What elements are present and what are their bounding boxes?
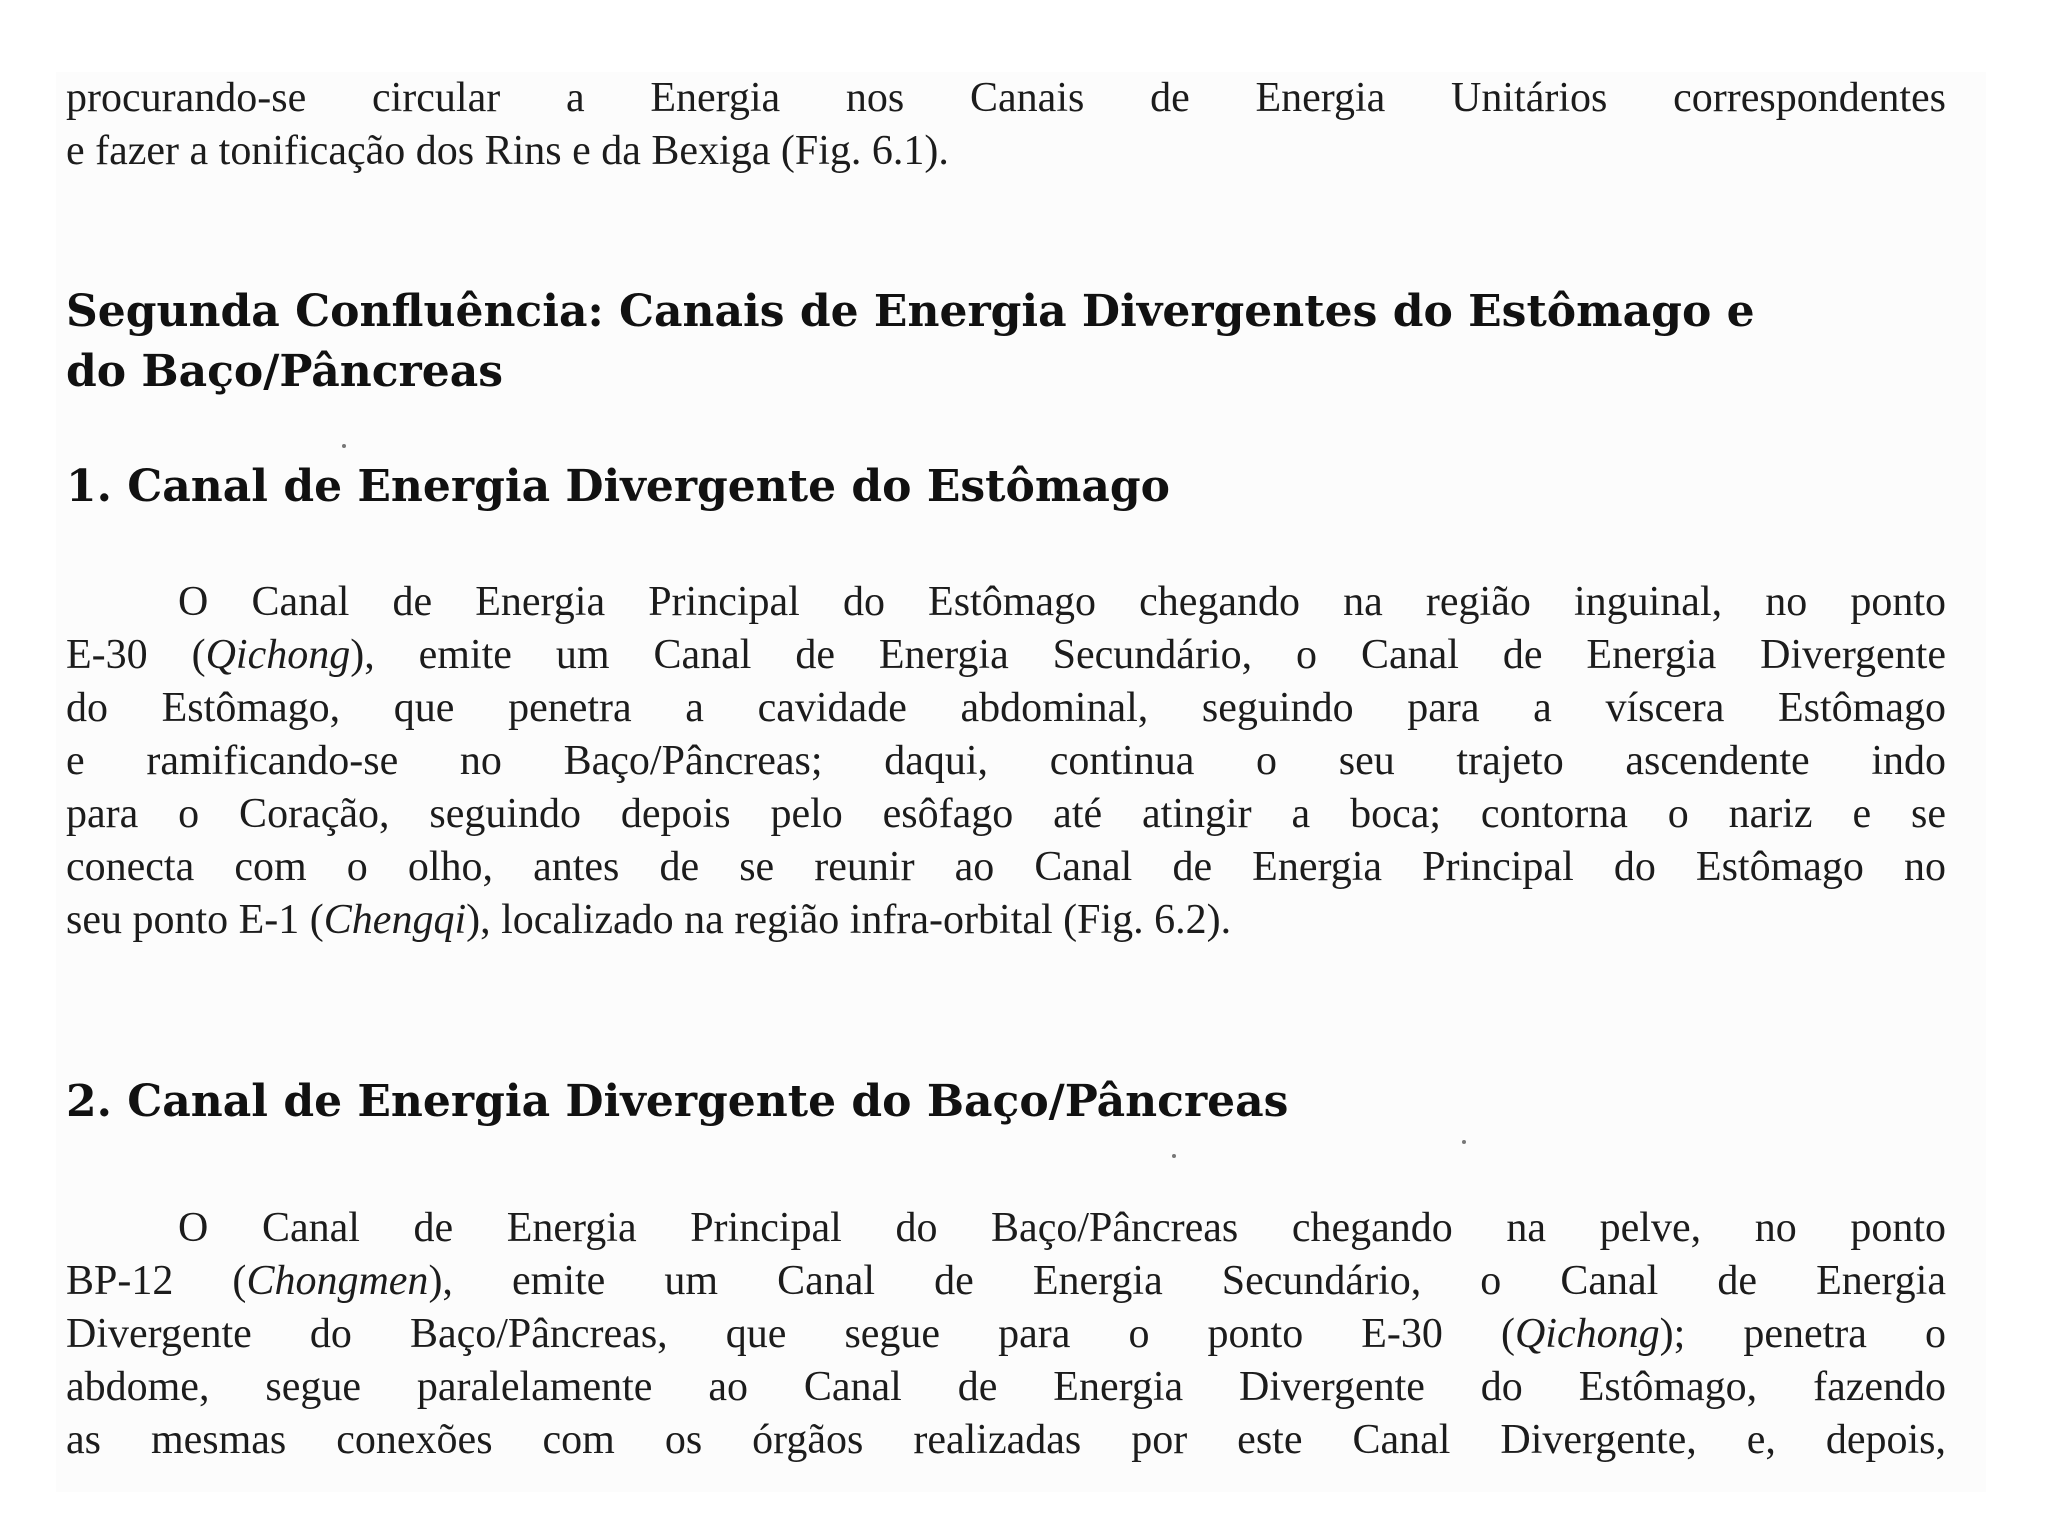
scan-speck — [1172, 1154, 1176, 1158]
paragraph-line: Divergente do Baço/Pâncreas, que segue para o ponto E-30 (Qichong); penetra o — [66, 1311, 1946, 1357]
paragraph-line: BP-12 (Chongmen), emite um Canal de Energia Secundário, o Canal de Energia — [66, 1258, 1946, 1304]
subsection-2-title: 2. Canal de Energia Divergente do Baço/Pâncreas — [66, 1076, 1289, 1127]
scanned-page — [56, 72, 1986, 1492]
paragraph-line: E-30 (Qichong), emite um Canal de Energia Secundário, o Canal de Energia Divergente — [66, 632, 1946, 678]
point-name: Qichong — [1514, 1311, 1660, 1357]
paragraph-line: O Canal de Energia Principal do Baço/Pâncreas chegando na pelve, no ponto — [178, 1205, 1946, 1251]
paragraph-line: O Canal de Energia Principal do Estômago chegando na região inguinal, no ponto — [178, 579, 1946, 625]
paragraph-line: as mesmas conexões com os órgãos realizadas por este Canal Divergente, e, depois, — [66, 1417, 1946, 1463]
paragraph-line: conecta com o olho, antes de se reunir ao Canal de Energia Principal do Estômago no — [66, 844, 1946, 890]
point-name: Chongmen — [246, 1258, 429, 1304]
point-name: Chengqi — [323, 897, 467, 943]
scan-speck — [342, 444, 346, 448]
paragraph-line: seu ponto E-1 (Chengqi), localizado na região infra-orbital (Fig. 6.2). — [66, 897, 1232, 943]
section-heading-line-1: Segunda Confluência: Canais de Energia Divergentes do Estômago e — [66, 286, 1755, 337]
paragraph-line: e ramificando-se no Baço/Pâncreas; daqui, continua o seu trajeto ascendente indo — [66, 738, 1946, 784]
paragraph-line: abdome, segue paralelamente ao Canal de Energia Divergente do Estômago, fazendo — [66, 1364, 1946, 1410]
subsection-1-paragraph — [66, 576, 1946, 947]
paragraph-line: para o Coração, seguindo depois pelo esôfago até atingir a boca; contorna o nariz e se — [66, 791, 1946, 837]
subsection-1-title: 1. Canal de Energia Divergente do Estômago — [66, 461, 1170, 512]
section-heading — [66, 282, 1755, 402]
paragraph-line: do Estômago, que penetra a cavidade abdominal, seguindo para a víscera Estômago — [66, 685, 1946, 731]
intro-line-1: procurando-se circular a Energia nos Canais de Energia Unitários correspondentes — [66, 75, 1946, 121]
intro-line-2: e fazer a tonificação dos Rins e da Bexiga (Fig. 6.1). — [66, 128, 949, 174]
point-name: Qichong — [205, 632, 351, 678]
intro-paragraph — [66, 72, 1946, 178]
subsection-2-paragraph — [66, 1202, 1946, 1467]
section-heading-line-2: do Baço/Pâncreas — [66, 346, 503, 397]
scan-speck — [1462, 1140, 1466, 1144]
